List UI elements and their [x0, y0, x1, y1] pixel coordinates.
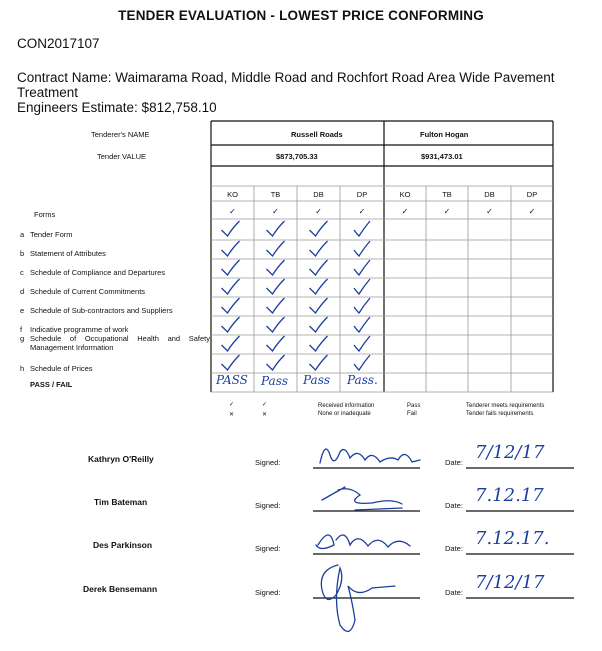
handwritten-tick — [310, 221, 328, 236]
tenderer-name-label: Tenderer's NAME — [91, 130, 150, 139]
tick-mark: ✓ — [358, 207, 366, 216]
tick-mark: ✓ — [315, 207, 322, 216]
form-label: Schedule of Compliance and Departures — [30, 268, 166, 277]
handwritten-tick — [354, 241, 370, 256]
signatory-name: Derek Bensemann — [83, 584, 158, 594]
handwritten-tick — [267, 221, 285, 236]
legend-pass: Pass — [407, 403, 421, 409]
form-letter: b — [20, 249, 25, 258]
handwritten-tick — [310, 241, 328, 256]
legend-none: None or inadequate — [318, 411, 371, 417]
legend-meets: Tenderer meets requirements — [466, 403, 545, 409]
signed-label: Signed: — [255, 588, 281, 597]
handwritten-tick — [267, 336, 285, 351]
form-label: Tender Form — [30, 230, 73, 239]
evaluator-header-russell: KO — [227, 190, 238, 199]
handwritten-tick — [310, 317, 328, 332]
handwritten-tick — [267, 260, 285, 275]
handwritten-tick — [222, 260, 240, 275]
evaluator-header-russell: DB — [313, 190, 324, 199]
form-letter: f — [20, 325, 23, 334]
handwritten-tick — [222, 241, 240, 256]
tenderer-2-name: Fulton Hogan — [420, 130, 469, 139]
tenderer-1-name: Russell Roads — [291, 130, 343, 139]
tick-mark: ✓ — [401, 207, 409, 216]
handwritten-tick — [222, 279, 240, 294]
form-letter: e — [20, 306, 25, 315]
form-label: Statement of Attributes — [30, 249, 106, 258]
forms-heading: Forms — [34, 210, 56, 219]
date-label: Date: — [445, 458, 463, 467]
legend-tick-1: ✓ — [229, 402, 235, 408]
handwritten-tick — [354, 317, 370, 332]
date-label: Date: — [445, 501, 463, 510]
form-label: Schedule of Occupational Health and Safety Management Information — [30, 334, 210, 352]
evaluator-header-fulton: TB — [442, 190, 452, 199]
handwritten-tick — [310, 298, 328, 313]
signed-date: 7/12/17 — [475, 572, 545, 593]
handwritten-tick — [222, 298, 240, 313]
evaluator-header-russell: DP — [356, 190, 368, 199]
result-dp: Pass. — [347, 373, 378, 387]
result-db: Pass — [303, 373, 331, 387]
legend-cross-1: ✕ — [229, 412, 235, 418]
tick-mark: ✓ — [486, 207, 493, 216]
handwritten-tick — [267, 279, 285, 294]
legend-received: Received information — [318, 403, 375, 409]
handwritten-tick — [354, 336, 370, 351]
signatory-name: Kathryn O'Reilly — [88, 454, 154, 464]
handwritten-tick — [354, 279, 370, 294]
form-letter: h — [20, 364, 25, 373]
engineers-estimate: Engineers Estimate: $812,758.10 — [17, 100, 217, 115]
handwritten-tick — [354, 260, 370, 275]
page-title: TENDER EVALUATION - LOWEST PRICE CONFORMING — [118, 8, 484, 23]
signed-date: 7.12.17 — [475, 485, 544, 506]
contract-number: CON2017107 — [17, 36, 100, 51]
evaluator-header-russell: TB — [270, 190, 281, 199]
handwritten-tick — [354, 355, 370, 370]
date-label: Date: — [445, 588, 463, 597]
tick-mark: ✓ — [229, 207, 236, 216]
handwritten-tick — [222, 317, 240, 332]
pass-fail-label: PASS / FAIL — [30, 380, 73, 389]
form-letter: g — [20, 334, 25, 343]
handwritten-signature — [322, 487, 402, 510]
evaluator-header-fulton: DP — [526, 190, 538, 199]
tick-mark: ✓ — [272, 207, 279, 216]
legend-fail: Fail — [407, 411, 417, 417]
handwritten-tick — [310, 260, 328, 275]
handwritten-tick — [354, 298, 370, 313]
signed-label: Signed: — [255, 544, 281, 553]
handwritten-tick — [222, 221, 240, 236]
form-label: Indicative programme of work — [30, 325, 129, 334]
form-letter: d — [20, 287, 25, 296]
signed-date: 7/12/17 — [475, 442, 545, 463]
result-ko: PASS — [216, 373, 248, 387]
signatory-name: Tim Bateman — [94, 497, 148, 507]
handwritten-tick — [222, 336, 240, 351]
contract-name: Contract Name: Waimarama Road, Middle Road and Rochfort Road Area Wide Pavement Treatment — [17, 70, 555, 100]
legend-cross-2: ✕ — [262, 412, 268, 418]
handwritten-signature — [316, 535, 410, 549]
signed-label: Signed: — [255, 458, 281, 467]
handwritten-tick — [354, 221, 370, 236]
form-letter: c — [20, 268, 24, 277]
form-label: Schedule of Prices — [30, 364, 93, 373]
result-tb: Pass — [261, 374, 289, 388]
signed-date: 7.12.17. — [475, 528, 550, 549]
legend-tick-2: ✓ — [262, 402, 268, 408]
signatory-name: Des Parkinson — [93, 540, 153, 550]
date-label: Date: — [445, 544, 463, 553]
form-label: Schedule of Current Commitments — [30, 287, 146, 296]
tick-mark: ✓ — [528, 207, 536, 216]
handwritten-tick — [222, 355, 240, 370]
handwritten-signature — [320, 449, 420, 463]
handwritten-tick — [310, 279, 328, 294]
handwritten-tick — [310, 355, 328, 370]
handwritten-tick — [267, 317, 285, 332]
tenderer-1-value: $873,705.33 — [276, 152, 318, 161]
handwritten-tick — [267, 298, 285, 313]
legend-fails: Tender fails requirements — [466, 411, 534, 417]
handwritten-tick — [267, 355, 285, 370]
handwritten-tick — [267, 241, 285, 256]
evaluator-header-fulton: DB — [484, 190, 495, 199]
form-letter: a — [20, 230, 25, 239]
form-label: Schedule of Sub-contractors and Suppliers — [30, 306, 173, 315]
tender-value-label: Tender VALUE — [97, 152, 147, 161]
signed-label: Signed: — [255, 501, 281, 510]
tenderer-2-value: $931,473.01 — [421, 152, 463, 161]
handwritten-tick — [310, 336, 328, 351]
evaluator-header-fulton: KO — [399, 190, 411, 199]
tick-mark: ✓ — [443, 207, 451, 216]
